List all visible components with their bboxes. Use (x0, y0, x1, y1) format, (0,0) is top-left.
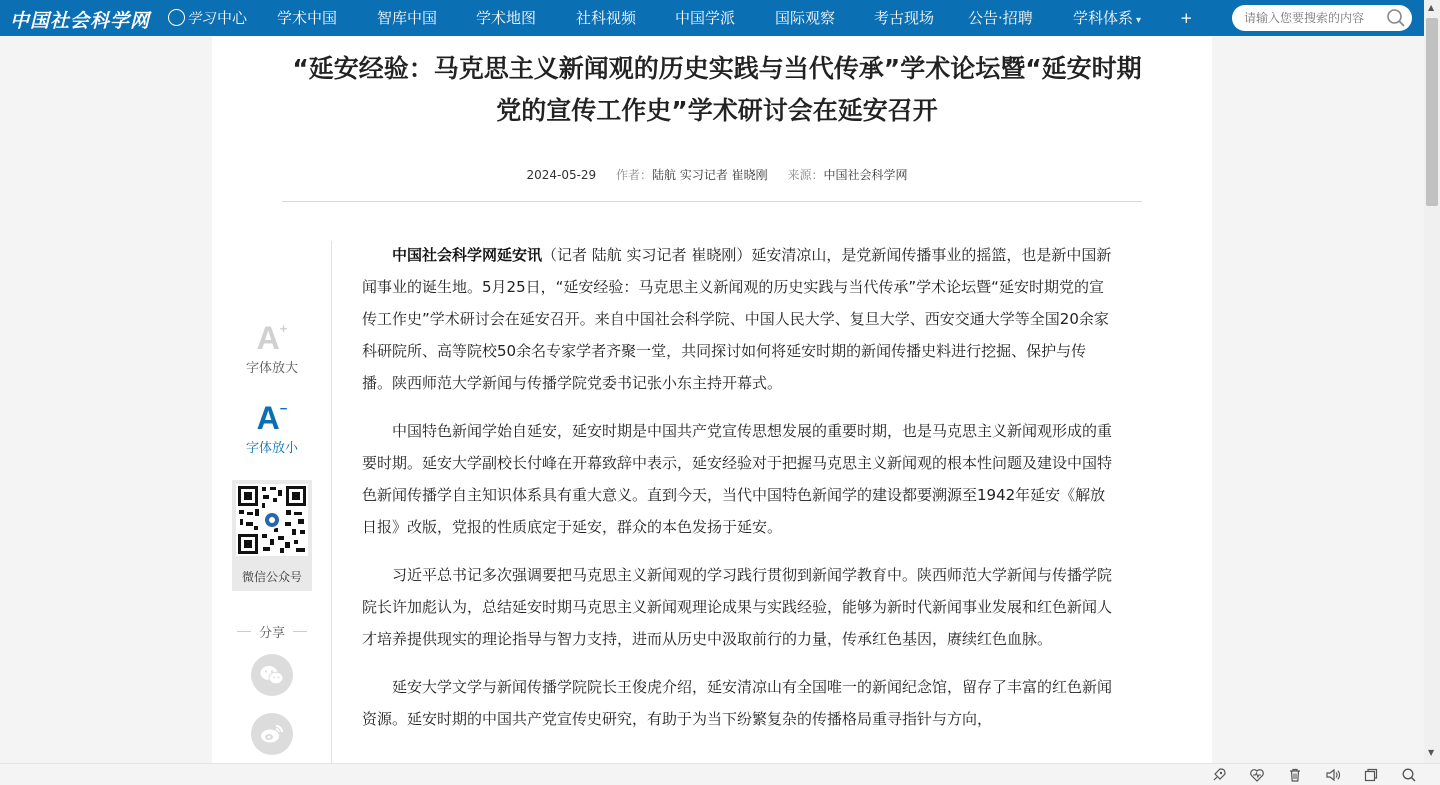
font-shrink-icon: A− (256, 400, 288, 436)
scroll-down-icon[interactable]: ▼ (1428, 748, 1435, 757)
nav-item-notices[interactable]: 公告·招聘 (968, 9, 1033, 27)
article-source: 中国社会科学网 (823, 168, 908, 182)
font-shrink-label: 字体放小 (245, 441, 298, 456)
nav-item-international[interactable]: 国际观察 (775, 9, 836, 27)
top-nav (0, 0, 1424, 36)
scrollbar-thumb[interactable] (1426, 18, 1438, 206)
scrollbar[interactable] (1424, 0, 1440, 763)
author-label: 作者： (616, 168, 653, 182)
nav-item-more[interactable]: + (1180, 9, 1193, 27)
speaker-icon[interactable] (1325, 767, 1341, 783)
article-author: 陆航 实习记者 崔晓刚 (652, 168, 768, 182)
nav-item-chinese-school[interactable]: 中国学派 (675, 9, 736, 27)
sidebar-divider (331, 241, 332, 763)
wechat-qr-card (232, 480, 312, 591)
search-box (1232, 5, 1412, 31)
search-input[interactable] (1244, 9, 1384, 27)
heart-icon[interactable] (1249, 767, 1265, 783)
nav-item-think-tank[interactable]: 智库中国 (377, 9, 438, 27)
weibo-icon (258, 720, 286, 748)
share-weibo-button[interactable] (251, 713, 293, 755)
font-enlarge-label: 字体放大 (245, 361, 298, 376)
qr-caption: 微信公众号 (241, 570, 302, 584)
nav-item-disciplines[interactable]: 学科体系 ▾ (1073, 9, 1142, 27)
font-enlarge-button[interactable] (232, 312, 312, 376)
scroll-up-icon[interactable]: ▲ (1428, 3, 1435, 12)
rocket-icon[interactable] (1211, 767, 1227, 783)
search-icon[interactable] (1386, 8, 1406, 28)
paragraph-4: 延安大学文学与新闻传播学院院长王俊虎介绍，延安清凉山有全国唯一的新闻纪念馆，留存了丰富的红色新闻资源。延安时期的中国共产党宣传史研究，有助于为当下纷繁复杂的传播格局重寻指针与方向， (362, 678, 1113, 728)
study-badge-icon (168, 9, 185, 26)
source-label: 来源： (787, 168, 824, 182)
nav-item-study-center[interactable]: 学习 中心 (168, 0, 247, 36)
nav-item-academic-china[interactable]: 学术中国 (277, 9, 338, 27)
dateline: 中国社会科学网延安讯 (392, 246, 543, 264)
title-divider (282, 201, 1142, 202)
qr-code (236, 484, 308, 556)
browser-bottom-toolbar (0, 763, 1440, 785)
paragraph-3: 习近平总书记多次强调要把马克思主义新闻观的学习践行贯彻到新闻学教育中。陕西师范大学新闻与传播学院院长许加彪认为，总结延安时期马克思主义新闻观理论成果与实践经验，能够为新时代新闻事业发展和红色新闻人才培养提供现实的理论指导与智力支持，进而从历史中汲取前行的力量，传承红色基因，赓续红色血脉。 (362, 566, 1113, 648)
article-date: 2024-05-29 (526, 168, 597, 182)
zoom-icon[interactable] (1401, 767, 1417, 783)
site-logo[interactable]: 中国社会科学网 (10, 10, 151, 32)
article-title: “延安经验：马克思主义新闻观的历史实践与当代传承”学术论坛暨“延安时期党的宣传工作史”学术研讨会在延安召开 (292, 54, 1142, 125)
article-card (212, 36, 1212, 763)
window-icon[interactable] (1363, 767, 1379, 783)
nav-item-academic-map[interactable]: 学术地图 (476, 9, 537, 27)
article-body (362, 239, 1114, 751)
paragraph-2: 中国特色新闻学始自延安，延安时期是中国共产党宣传思想发展的重要时期，也是马克思主义新闻观形成的重要时期。延安大学副校长付峰在开幕致辞中表示，延安经验对于把握马克思主义新闻观的根本性问题及建设中国特色新闻传播学自主知识体系具有重大意义。直到今天，当代中国特色新闻学的建设都要溯源至1942年延安《解放日报》改版，党报的性质底定于延安，群众的本色发扬于延安。 (362, 422, 1113, 536)
trash-icon[interactable] (1287, 767, 1303, 783)
share-wechat-button[interactable] (251, 654, 293, 696)
font-enlarge-icon: A+ (256, 320, 288, 356)
font-shrink-button[interactable] (232, 392, 312, 456)
chevron-down-icon: ▾ (1136, 15, 1142, 26)
share-title: 分享 (237, 622, 307, 641)
nav-item-social-video[interactable]: 社科视频 (576, 9, 637, 27)
wechat-icon (258, 661, 286, 689)
paragraph-1: 中国社会科学网延安讯（记者 陆航 实习记者 崔晓刚）延安清凉山，是党新闻传播事业的摇篮，也是新中国新闻事业的诞生地。5月25日，“延安经验：马克思主义新闻观的历史实践与当代传承”学术论坛暨“延安时期党的宣传工作史”学术研讨会在延安召开。来自中国社会科学院、中国人民大学、复旦大学、西安交通大学等全国20余家科研院所、高等院校50余名专家学者齐聚一堂，共同探讨如何将延安时期的新闻传播史料进行挖掘、保护与传播。陕西师范大学新闻与传播学院党委书记张小东主持开幕式。 (362, 246, 1112, 392)
nav-item-archaeology[interactable]: 考古现场 (874, 9, 935, 27)
article-meta (282, 166, 1152, 183)
